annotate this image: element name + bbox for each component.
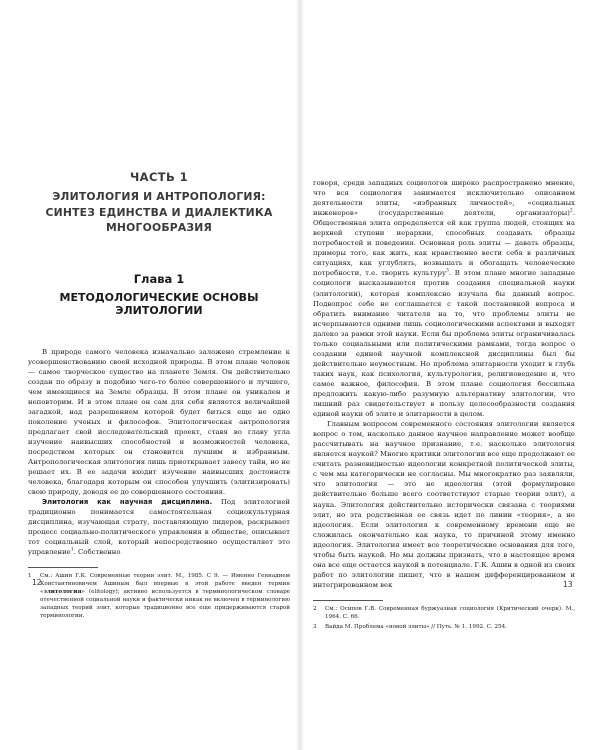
- footnote-term: элитология: [43, 589, 82, 596]
- footnote-text: См.: Ашин Г.К. Современные теории элит. М., 1985. С 9. — Именно Геннадием Константиновичем Ашиным был впервые в этой работе введен термин «: [40, 573, 290, 596]
- paragraph-text: говоря, среди западных социологов широко распространено мнение, что вся социология занимается исключительно описанием деятельности элиты, «избранных личностей», «социальных инженеров» (государственные деятели, организаторы): [313, 179, 575, 218]
- footnote-text: » (elitology); активно используется в терминологическом словаре отечественной социальной науки и фактически никак не включен в терминологию западных теорий элит, которые традиционно все еще придерживаются старой терминологии.: [40, 589, 290, 620]
- part-number: ЧАСТЬ 1: [129, 170, 189, 184]
- footnote: [313, 623, 575, 631]
- footnote-ref: 3: [446, 269, 449, 275]
- paragraph-text: . Общественная элита определяется ей как группа людей, стоящих на верхней ступени иерархии, способных создавать образцы потребностей и поведения. Основная роль элиты — давать образцы, примеры того, как жить, как нравственно вести себя в различных ситуациях, как углублять, возвышать и обогащать человеческие потребности, т.е. творить культуру: [313, 209, 575, 278]
- chapter-heading: [28, 272, 290, 317]
- page-number-left: 12: [32, 578, 42, 587]
- body-paragraph: Главным вопросом современного состояния элитологии является вопрос о том, насколько данное научное направление может вообще рассчитывать на научное признание, т.е. насколько элитология является наукой? Многие критики элитологии все еще продолжают ее считать разновидностью идеологии конкретной политической элиты, с чем мы категорически не согласны. Мы многократно раз заявляли, что элитология — это не идеология (этой формулировке действительно больше всего соответствуют старые теории элит), а наука. Элитология действительно исторически связана с теориями элит, но эта родственная ее связь идет по линии «теория», а не идеология. Если элитология к современному времени еще не сложилась окончательно как наука, то причиной этому именно идеология. Элитология имеет все теоретические основания для того, чтобы быть наукой. Но мы должны признать, что в настоящее время она все еще остается наукой в потенциале. Г.К. Ашин в одной из своих работ по элитологии пишет, что в нашем дифференцированном и интегрированном век: [313, 420, 575, 589]
- part-title: [28, 189, 290, 236]
- footnote-ref: 2: [569, 208, 573, 214]
- paragraph-text: . Собственно: [73, 548, 121, 557]
- section-term: Элитология как научная дисциплина.: [42, 498, 213, 507]
- footnote-ref: 1: [70, 548, 74, 554]
- page-number-right: 13: [563, 580, 573, 589]
- right-page: [313, 178, 575, 633]
- footnote-mark: 3: [313, 623, 317, 630]
- part-title-line: СИНТЕЗ ЕДИНСТВА И ДИАЛЕКТИКА: [45, 205, 273, 219]
- footnote-rule: [28, 567, 98, 568]
- left-page: [28, 170, 290, 622]
- footnote-mark: 1: [28, 573, 32, 580]
- footnote-rule: [313, 600, 383, 601]
- footnote-text: См.: Осипов Г.В. Современная буржуазная социология (Критический очерк). М., 1964. С. 66.: [325, 605, 575, 620]
- body-paragraph: В природе самого человека изначально заложено стремление к усовершенствованию своей исходной природы. В этом плане человек — самое творческое существо на планете Земля. Он действительно создан по образу и подобию чего-то более совершенного и лучшего, чем имеющиеся на Земле образцы. В этом плане он уникален и неповторим. И в этом плане он сам для себя является величайшей загадкой, над разрешением которой будет биться еще не одно поколение ученых и философов. Элитологическая антропология предлагает свой исследовательский проект, ставя во главу угла изучение наивысших способностей и возможностей человека, посредством которых он становится лучшим и избранным. Антропологическая элитология лишь приоткрывает завесу тайн, но не решает их. В ее задачи входит изучение наивысших достоинств человека, благодаря которым он способен улучшить (элитизировать) свою природу, доводя ее до совершенного состояния.: [28, 347, 290, 497]
- footnote-text: Вайда М. Проблема «новой элиты» // Путь. № 1. 1992. С. 254.: [325, 623, 507, 630]
- paragraph-text: Под элитологией традиционно понимается самостоятельная социокультурная дисциплина, изучающая страту, поставляющую лидеров, раскрывает процесс социально-политического управления в обществе, описывает тот социальный слой, который непосредственно осуществляет это управление: [28, 498, 290, 557]
- part-title-line: МНОГООБРАЗИЯ: [105, 221, 213, 234]
- footnote: [28, 572, 290, 620]
- part-heading: [28, 170, 290, 236]
- body-paragraph: [313, 178, 575, 419]
- part-title-line: ЭЛИТОЛОГИЯ И АНТРОПОЛОГИЯ:: [52, 190, 266, 203]
- paragraph-text: . В этом плане многие западные социологи высказываются против создания специальной науки (элитологии), которая комплексно изучала бы данный вопрос. Подвопрос себе не соглашается с такой постановкой вопроса и обратить внимание читателя на то, что проблемы элиты не исчерпываются одними лишь социологическими аспектами и выходят далеко за рамки этой науки. Если бы проблема элиты ограничивалась только социальными или политическими рамками, тогда вопрос о создании единой научной комплексной дисциплины был бы действительно неуместным. Но проблема элитарности уходит в глубь таких наук, как психология, культурология, религиоведение и, что самое важное, философия. В этом плане социология бессильна предложить какую-либо разумную альтернативу элитологии, что лишний раз свидетельствует в пользу целесообразности создания единой науки об элите и элитарности в целом.: [313, 269, 575, 419]
- body-paragraph: [28, 497, 290, 557]
- footnote-mark: 2: [313, 605, 317, 612]
- book-gutter: [296, 0, 304, 750]
- chapter-title: МЕТОДОЛОГИЧЕСКИЕ ОСНОВЫ ЭЛИТОЛОГИИ: [59, 290, 259, 317]
- chapter-number: Глава 1: [133, 271, 185, 286]
- footnote: [313, 605, 575, 621]
